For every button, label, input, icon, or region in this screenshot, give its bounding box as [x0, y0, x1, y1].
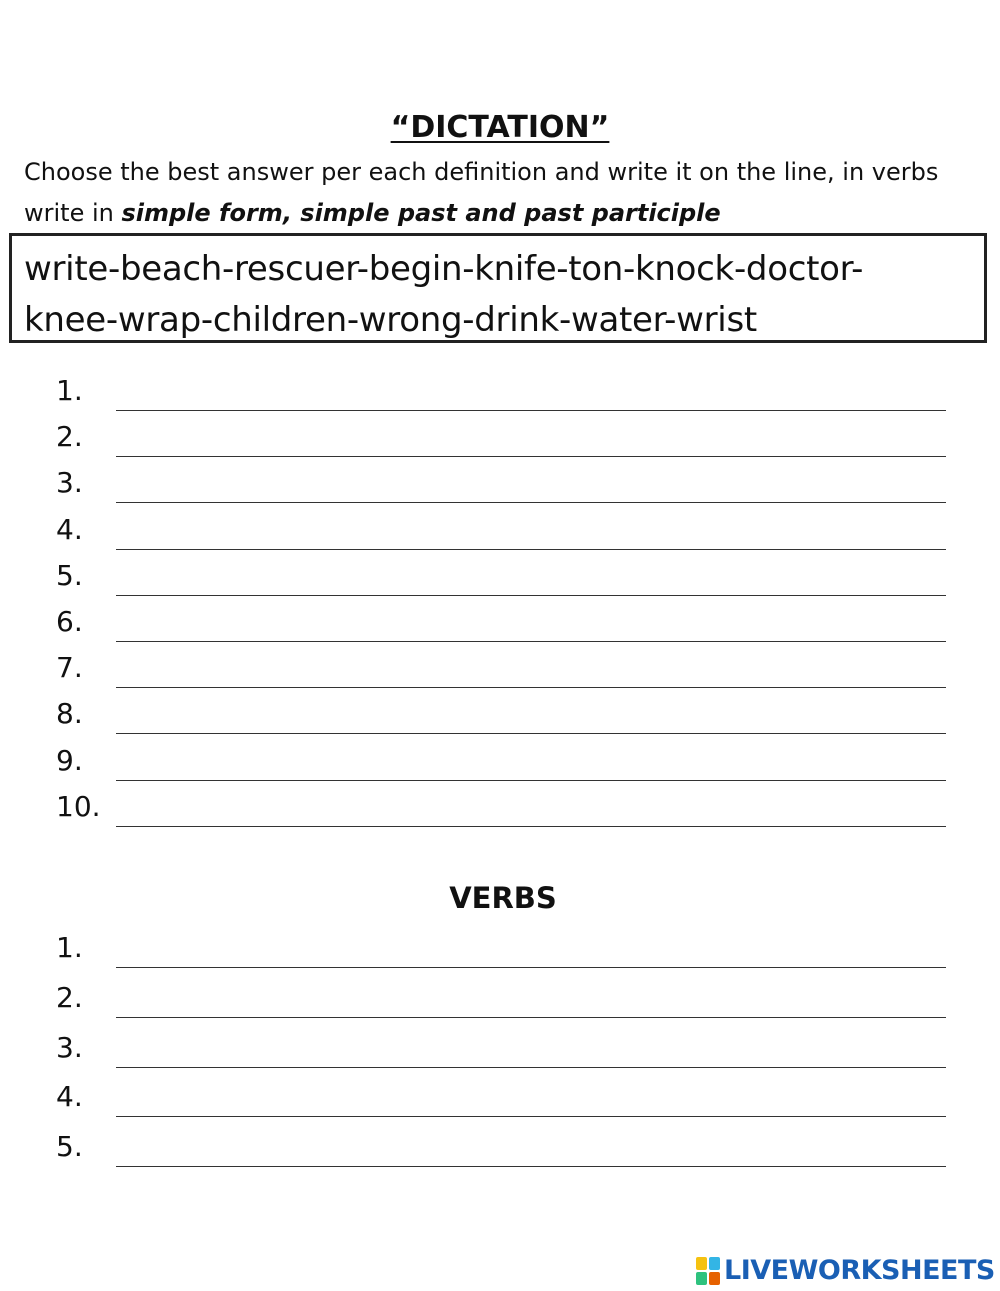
verb-answer-line[interactable] [116, 1116, 946, 1117]
verb-number: 3. [56, 1030, 83, 1064]
definition-number: 6. [56, 605, 83, 638]
instructions-emphasis: simple form, simple past and past participle [121, 199, 721, 227]
definition-number: 5. [56, 558, 83, 592]
verb-answer-line[interactable] [116, 967, 946, 968]
verb-row [0, 972, 1000, 1018]
definition-row [0, 781, 1000, 827]
definition-number: 1. [56, 374, 83, 407]
logo-text: LIVEWORKSHEETS [724, 1255, 995, 1286]
definition-number: 7. [56, 651, 83, 685]
definition-row [0, 550, 1000, 596]
verb-number: 2. [56, 980, 83, 1014]
verb-answer-line[interactable] [116, 1017, 946, 1018]
definition-number: 9. [56, 743, 83, 777]
verb-row [0, 1022, 1000, 1068]
definition-row [0, 642, 1000, 688]
definition-row [0, 688, 1000, 734]
word-bank-box [9, 233, 987, 343]
definition-row [0, 365, 1000, 411]
instructions [24, 152, 984, 234]
logo-mark-icon [696, 1257, 720, 1285]
verb-row [0, 1121, 1000, 1167]
definition-number: 3. [56, 466, 83, 500]
verb-answer-line[interactable] [116, 1067, 946, 1068]
verb-number: 4. [56, 1080, 83, 1114]
word-bank-line-1: write-beach-rescuer-begin-knife-ton-knock-doctor- [24, 249, 864, 289]
word-bank-line-2: knee-wrap-children-wrong-drink-water-wrist [24, 300, 757, 340]
verbs-heading: VERBS [449, 881, 557, 915]
definition-number: 10. [56, 789, 101, 823]
definition-row [0, 735, 1000, 781]
definition-answer-line[interactable] [116, 826, 946, 827]
verb-answer-line[interactable] [116, 1166, 946, 1167]
liveworksheets-logo [696, 1253, 995, 1289]
verb-number: 1. [56, 931, 83, 964]
definition-row [0, 596, 1000, 642]
definition-number: 4. [56, 512, 83, 546]
worksheet-title-text: “DICTATION” [390, 110, 610, 145]
verb-number: 5. [56, 1130, 83, 1164]
worksheet-title [0, 108, 1000, 148]
definition-number: 2. [56, 420, 83, 454]
verb-row [0, 922, 1000, 968]
definition-row [0, 411, 1000, 457]
instructions-text: Choose the best answer per each definition and write it on the line, in verbs write in [24, 158, 939, 227]
verb-row [0, 1071, 1000, 1117]
definition-row [0, 504, 1000, 550]
definition-row [0, 457, 1000, 503]
definition-number: 8. [56, 697, 83, 731]
